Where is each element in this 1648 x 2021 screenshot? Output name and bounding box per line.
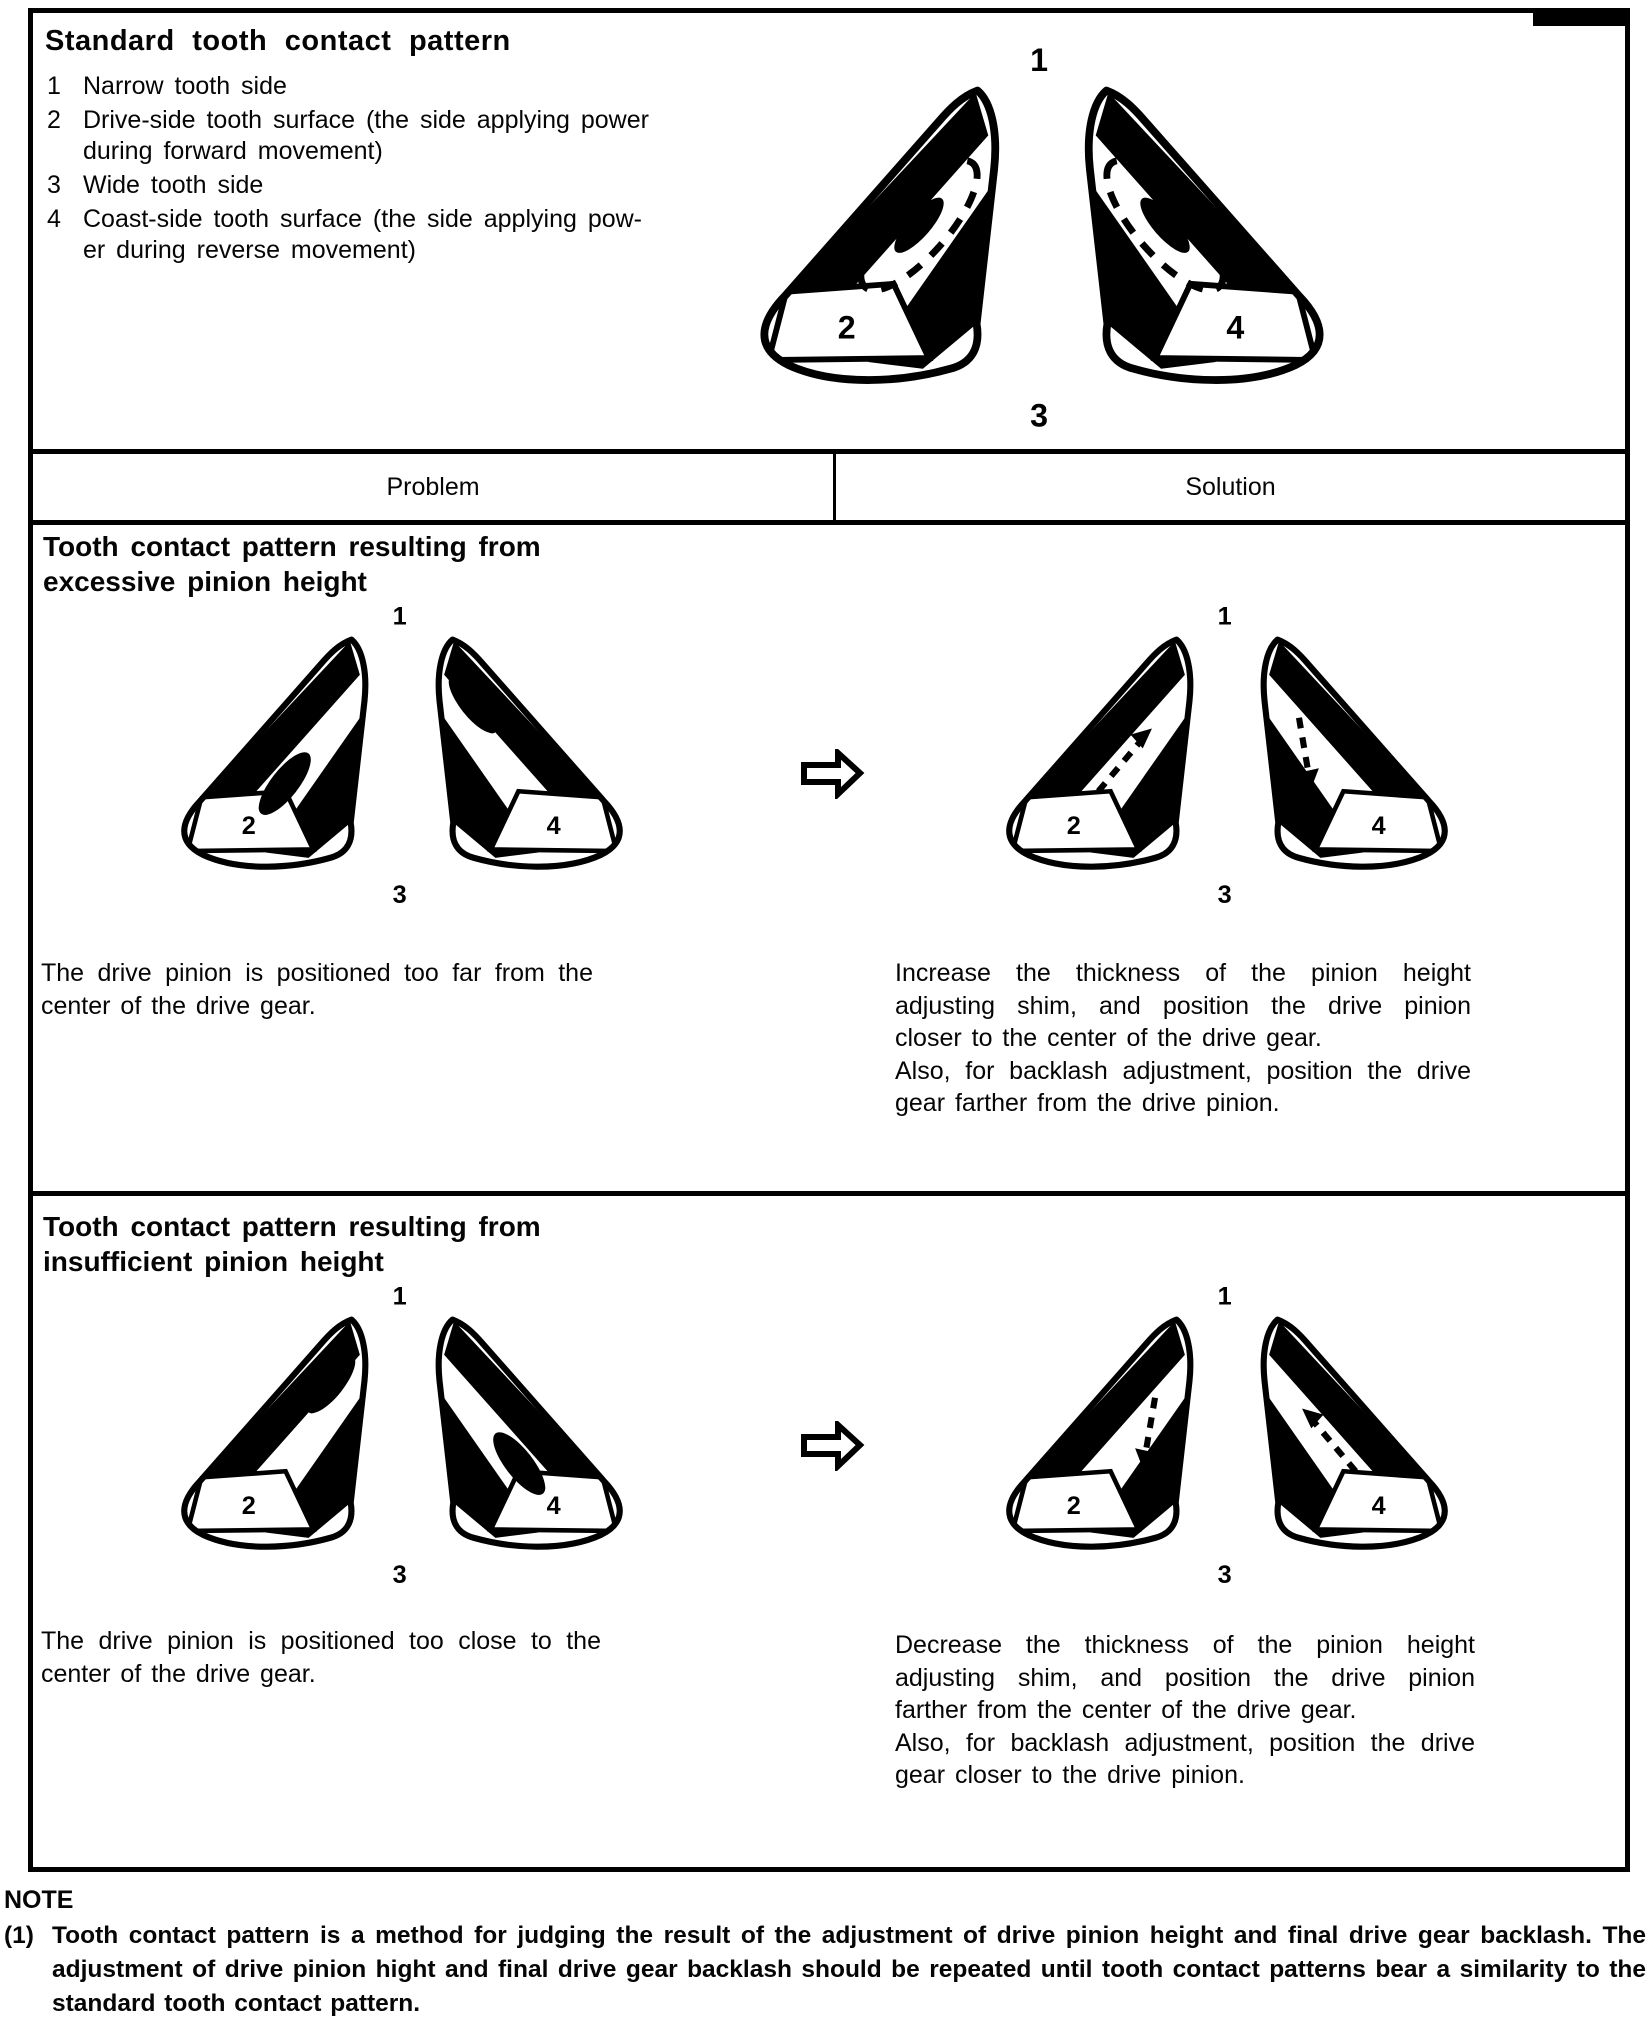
row2-problem-text: The drive pinion is positioned too close to the center of the drive gear. xyxy=(41,1627,601,1688)
header-solution: Solution xyxy=(1185,472,1276,501)
diagram-label-drive-side: 2 xyxy=(241,1492,256,1521)
note-section xyxy=(4,1886,1646,2021)
legend-item xyxy=(47,105,657,167)
header-problem: Problem xyxy=(33,454,836,520)
legend-item xyxy=(47,170,657,201)
row1-problem-text: The drive pinion is positioned too far from the center of the drive gear. xyxy=(41,959,593,1020)
diagram-label-narrow-side: 1 xyxy=(1217,602,1232,631)
diagram-label-wide-side: 3 xyxy=(392,1561,407,1588)
legend-num: 1 xyxy=(47,72,61,100)
diagram-label-coast-side: 4 xyxy=(1371,1492,1386,1521)
diagram-label-coast-side: 4 xyxy=(546,812,561,841)
legend-num: 4 xyxy=(47,205,61,233)
row2-solution-paragraph-1: Decrease the thickness of the pinion height adjusting shim, and position the drive pinion farther from the center of the drive gear. xyxy=(895,1631,1475,1724)
note-item-number: (1) xyxy=(4,1922,34,1949)
diagram-label-coast-side: 4 xyxy=(546,1492,561,1521)
diagram-label-wide-side: 3 xyxy=(1217,881,1232,908)
legend-text: Narrow tooth side xyxy=(83,72,287,100)
right-arrow-icon xyxy=(801,749,865,804)
row1-solution-text xyxy=(895,957,1471,1120)
standard-legend xyxy=(47,71,657,269)
table-header-row xyxy=(33,449,1625,525)
legend-num: 3 xyxy=(47,171,61,199)
row2-solution-diagram xyxy=(936,1281,1518,1588)
diagram-label-narrow-side: 1 xyxy=(1217,1282,1232,1311)
diagram-label-wide-side: 3 xyxy=(1217,1561,1232,1588)
diagram-label-drive-side: 2 xyxy=(1066,812,1081,841)
diagram-label-coast-side: 4 xyxy=(1226,309,1245,346)
tooth-contact-table xyxy=(28,8,1630,1872)
diagram-label-coast-side: 4 xyxy=(1371,812,1386,841)
row1-heading: Tooth contact pattern resulting from excessive pinion height xyxy=(43,531,541,597)
legend-text: Wide tooth side xyxy=(83,171,264,199)
scan-artifact xyxy=(1533,13,1625,26)
diagram-label-narrow-side: 1 xyxy=(1030,42,1049,79)
legend-item xyxy=(47,71,657,102)
diagram-label-drive-side: 2 xyxy=(241,812,256,841)
row1-problem-diagram xyxy=(111,601,693,908)
diagram-label-narrow-side: 1 xyxy=(392,602,407,631)
row2-solution-text xyxy=(895,1629,1475,1792)
row1-solution-diagram xyxy=(936,601,1518,908)
row2-problem-diagram xyxy=(111,1281,693,1588)
diagram-label-wide-side: 3 xyxy=(1030,397,1049,433)
diagram-label-wide-side: 3 xyxy=(392,881,407,908)
legend-text: Coast-side tooth surface (the side applying pow- er during reverse movement) xyxy=(83,205,643,264)
note-item-text: Tooth contact pattern is a method for judging the result of the adjustment of drive pinion height and final drive gear backlash. The adjustment of drive pinion hight and final drive gear backlash should be repeated until tooth contact patterns bear a similarity to the standard tooth contact pattern. xyxy=(52,1922,1646,2017)
row2-solution-paragraph-2: Also, for backlash adjustment, position the drive gear closer to the drive pinion. xyxy=(895,1728,1475,1789)
right-arrow-icon xyxy=(801,1421,865,1476)
legend-item xyxy=(47,204,657,266)
note-title: NOTE xyxy=(4,1886,74,1914)
standard-tooth-diagram xyxy=(671,41,1413,433)
row-divider xyxy=(33,1191,1625,1196)
diagram-label-narrow-side: 1 xyxy=(392,1282,407,1311)
row1-solution-paragraph-2: Also, for backlash adjustment, position the drive gear farther from the drive pinion. xyxy=(895,1056,1471,1117)
standard-section-title: Standard tooth contact pattern xyxy=(45,25,511,57)
legend-text: Drive-side tooth surface (the side applying power during forward movement) xyxy=(83,106,649,165)
diagram-label-drive-side: 2 xyxy=(837,309,856,346)
legend-num: 2 xyxy=(47,106,61,134)
row2-heading: Tooth contact pattern resulting from insufficient pinion height xyxy=(43,1211,541,1277)
diagram-label-drive-side: 2 xyxy=(1066,1492,1081,1521)
row1-solution-paragraph-1: Increase the thickness of the pinion height adjusting shim, and position the drive pinion closer to the center of the drive gear. xyxy=(895,959,1471,1052)
note-item xyxy=(4,1919,1646,2021)
